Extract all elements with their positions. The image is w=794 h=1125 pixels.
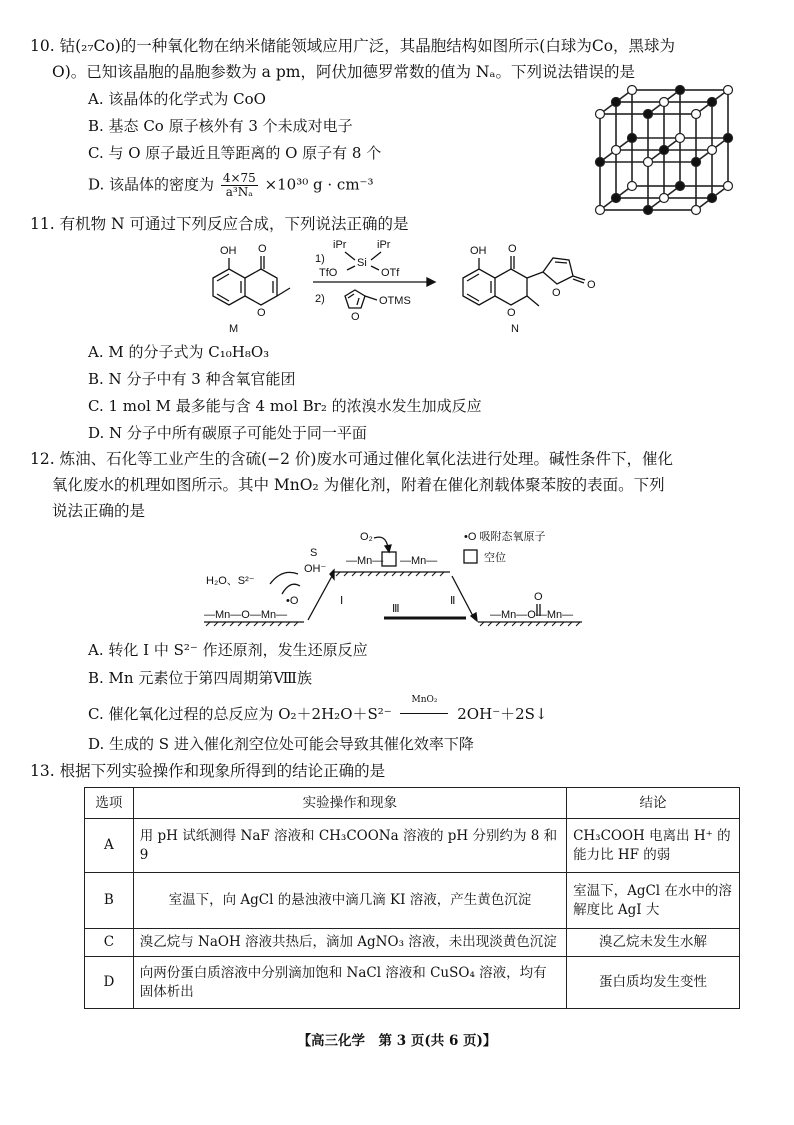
q11-reaction-scheme (195, 236, 615, 336)
q12-option-d: D. 生成的 S 进入催化剂空位处可能会导致其催化效率下降 (88, 735, 474, 753)
q10-density-fraction (221, 172, 258, 199)
row-conclusion: 蛋白质均发生变性 (567, 957, 740, 1009)
reagent-otms-label: OTMS (379, 295, 411, 307)
q12-mechanism-diagram (200, 524, 590, 636)
mech-s-label: S (310, 547, 318, 559)
row-operation: 用 pH 试纸测得 NaF 溶液和 CH₃COONa 溶液的 pH 分别约为 8 和 9 (133, 819, 566, 873)
row-operation: 向两份蛋白质溶液中分别滴加饱和 NaCl 溶液和 CuSO₄ 溶液，均有固体析出 (133, 957, 566, 1009)
q12-stem-line2: 氧化废水的机理如图所示。其中 MnO₂ 为催化剂，附着在催化剂载体聚苯胺的表面。下列 (52, 476, 665, 494)
table-header-row (85, 788, 740, 819)
mech-o-dot-label: •O (286, 595, 299, 607)
compound-n-label: N (511, 323, 519, 335)
n-ketone-o-label: O (508, 243, 517, 255)
m-ring-o-label: O (257, 307, 266, 319)
row-conclusion: 室温下，AgCl 在水中的溶解度比 AgI 大 (567, 873, 740, 929)
m-oh-label: OH (220, 245, 237, 257)
q12-option-a: A. 转化 Ⅰ 中 S²⁻ 作还原剂，发生还原反应 (88, 641, 368, 659)
q10-stem-line2: O)。已知该晶胞的晶胞参数为 a pm，阿伏加德罗常数的值为 Nₐ。下列说法错误的是 (52, 63, 635, 81)
q12-catalyst-arrow (398, 695, 450, 724)
row-conclusion: CH₃COOH 电离出 H⁺ 的能力比 HF 的弱 (567, 819, 740, 873)
q10-option-b: B. 基态 Co 原子核外有 3 个未成对电子 (88, 117, 353, 135)
q10-option-d-suffix: ×10³⁰ g · cm⁻³ (264, 175, 374, 194)
mech-mn-right-label: —Mn—O—Mn— (490, 609, 574, 621)
q10-density-numerator: 4×75 (222, 171, 256, 185)
n-lactone-ring-o-label: O (552, 287, 561, 299)
q12-option-c (88, 695, 548, 724)
q12-option-c-prefix: C. 催化氧化过程的总反应为 O₂＋2H₂O＋S²⁻ (88, 705, 392, 723)
m-ketone-o-label: O (258, 243, 267, 255)
row-option: B (85, 873, 134, 929)
table-row (85, 819, 740, 873)
row-operation: 溴乙烷与 NaOH 溶液共热后，滴加 AgNO₃ 溶液，未出现淡黄色沉淀 (133, 929, 566, 957)
mech-oh-label: OH⁻ (304, 563, 327, 575)
mech-mn-left-label: —Mn—O—Mn— (204, 609, 288, 621)
page-footer: 【高三化学 第 3 页(共 6 页)】 (297, 1033, 497, 1049)
q12-option-b: B. Mn 元素位于第四周期第Ⅷ族 (88, 669, 312, 687)
crystal-cell-diagram (592, 84, 742, 216)
q11-option-c: C. 1 mol M 最多能与含 4 mol Br₂ 的浓溴水发生加成反应 (88, 397, 482, 415)
q11-option-a: A. M 的分子式为 C₁₀H₈O₃ (88, 343, 270, 361)
mech-mn-top-left-label: —Mn— (346, 555, 384, 567)
header-option: 选项 (85, 788, 134, 819)
row-operation: 室温下，向 AgCl 的悬浊液中滴几滴 KI 溶液，产生黄色沉淀 (133, 873, 566, 929)
row-option: A (85, 819, 134, 873)
reagent-si-label: Si (357, 257, 367, 269)
q11-stem: 11. 有机物 N 可通过下列反应合成，下列说法正确的是 (30, 215, 409, 233)
header-conclusion: 结论 (567, 788, 740, 819)
furan-o-label: O (351, 311, 360, 323)
q12-stem-line1: 12. 炼油、石化等工业产生的含硫(−2 价)废水可通过催化氧化法进行处理。碱性条件下，催化 (30, 450, 673, 468)
mech-step2-label: Ⅱ (450, 595, 456, 607)
q10-density-denominator: a³Nₐ (225, 185, 253, 199)
legend-vacancy: 空位 (484, 552, 506, 564)
reagent-otf-right: OTf (381, 267, 400, 279)
q10-option-c: C. 与 O 原子最近且等距离的 O 原子有 8 个 (88, 144, 382, 162)
reagent-ipr-left: iPr (333, 239, 347, 251)
q10-option-d (88, 172, 373, 199)
mech-mn-top-right-label: —Mn— (400, 555, 438, 567)
q10-option-d-prefix: D. 该晶体的密度为 (88, 175, 215, 194)
q13-experiment-table (84, 787, 740, 1009)
mech-step1-label: Ⅰ (340, 595, 344, 607)
mech-o2-label: O₂ (360, 531, 373, 543)
reagent-step1-label: 1) (315, 253, 325, 265)
n-ring-o-label: O (507, 307, 516, 319)
table-row (85, 873, 740, 929)
mech-h2o-s-label: H₂O、S²⁻ (206, 575, 255, 587)
row-option: D (85, 957, 134, 1009)
n-oh-label: OH (470, 245, 487, 257)
row-conclusion: 溴乙烷未发生水解 (567, 929, 740, 957)
row-option: C (85, 929, 134, 957)
header-operation: 实验操作和现象 (133, 788, 566, 819)
mech-mn-right-o-label: O (534, 591, 543, 603)
q10-option-a: A. 该晶体的化学式为 CoO (88, 90, 266, 108)
q10-stem-line1: 10. 钴(₂₇Co)的一种氧化物在纳米储能领域应用广泛，其晶胞结构如图所示(白球为Co，黑球为 (30, 37, 676, 55)
q13-stem: 13. 根据下列实验操作和现象所得到的结论正确的是 (30, 762, 386, 780)
n-lactone-carbonyl-o-label: O (587, 279, 596, 291)
table-row (85, 957, 740, 1009)
reagent-ipr-right: iPr (377, 239, 391, 251)
q12-option-c-suffix: 2OH⁻＋2S↓ (457, 705, 548, 723)
q12-catalyst-line (400, 713, 448, 714)
legend-adsorbed-o: •O 吸附态氧原子 (464, 531, 546, 543)
q12-stem-line3: 说法正确的是 (52, 502, 146, 520)
mech-step3-label: Ⅲ (392, 603, 400, 615)
compound-m-label: M (229, 323, 239, 335)
table-row (85, 929, 740, 957)
q12-catalyst-label: MnO₂ (411, 695, 438, 705)
reagent-otf-left: TfO (319, 267, 338, 279)
q11-option-d: D. N 分子中所有碳原子可能处于同一平面 (88, 424, 367, 442)
q11-option-b: B. N 分子中有 3 种含氧官能团 (88, 370, 296, 388)
reagent-step2-label: 2) (315, 293, 325, 305)
